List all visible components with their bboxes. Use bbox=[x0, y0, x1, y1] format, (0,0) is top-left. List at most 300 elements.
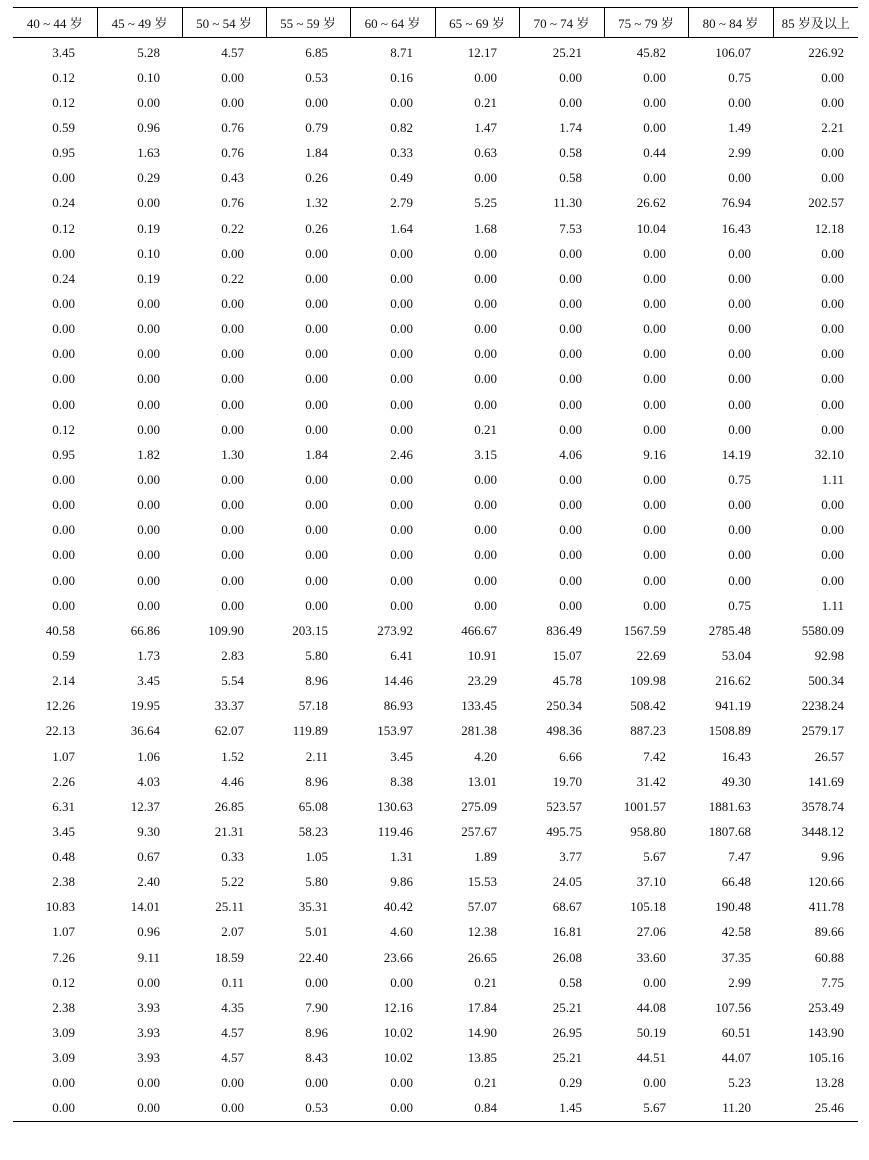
table-cell: 0.00 bbox=[52, 321, 75, 337]
table-cell: 0.00 bbox=[305, 270, 328, 286]
table-row bbox=[13, 1096, 858, 1122]
table-cell: 0.33 bbox=[221, 849, 244, 865]
table-cell: 33.60 bbox=[636, 949, 666, 965]
table-row bbox=[13, 744, 858, 769]
table-cell: 0.21 bbox=[474, 974, 497, 990]
table-cell: 0.00 bbox=[474, 522, 497, 538]
table-cell: 0.00 bbox=[350, 1096, 435, 1122]
table-cell: 887.23 bbox=[630, 723, 666, 739]
table-cell: 1.47 bbox=[474, 119, 497, 135]
table-row bbox=[13, 669, 858, 694]
table-cell: 5.80 bbox=[305, 874, 328, 890]
table-cell: 0.96 bbox=[137, 924, 160, 940]
table-cell: 0.00 bbox=[559, 497, 582, 513]
table-cell: 0.00 bbox=[137, 371, 160, 387]
table-cell: 0.00 bbox=[643, 597, 666, 613]
table-cell: 0.00 bbox=[221, 321, 244, 337]
column-header: 80 ~ 84 岁 bbox=[688, 8, 773, 38]
table-cell: 8.43 bbox=[305, 1050, 328, 1066]
table-cell: 23.66 bbox=[383, 949, 413, 965]
table-cell: 0.00 bbox=[474, 346, 497, 362]
table-cell: 14.01 bbox=[130, 899, 160, 915]
table-cell: 0.76 bbox=[221, 145, 244, 161]
column-header: 65 ~ 69 岁 bbox=[435, 8, 519, 38]
table-cell: 37.10 bbox=[636, 874, 666, 890]
table-cell: 13.28 bbox=[814, 1075, 844, 1091]
table-cell: 27.06 bbox=[636, 924, 666, 940]
table-cell: 3.93 bbox=[137, 1025, 160, 1041]
table-cell: 273.92 bbox=[377, 622, 413, 638]
table-cell: 0.00 bbox=[52, 497, 75, 513]
table-cell: 8.71 bbox=[390, 44, 413, 60]
table-cell: 0.00 bbox=[221, 572, 244, 588]
table-cell: 0.00 bbox=[137, 195, 160, 211]
table-cell: 0.00 bbox=[643, 471, 666, 487]
table-cell: 0.00 bbox=[821, 547, 844, 563]
table-cell: 0.00 bbox=[305, 346, 328, 362]
table-cell: 4.57 bbox=[221, 44, 244, 60]
table-cell: 9.86 bbox=[390, 874, 413, 890]
table-cell: 0.75 bbox=[728, 69, 751, 85]
table-cell: 0.00 bbox=[474, 572, 497, 588]
table-cell: 0.12 bbox=[52, 69, 75, 85]
table-cell: 0.00 bbox=[821, 497, 844, 513]
table-cell: 9.16 bbox=[643, 446, 666, 462]
table-cell: 60.51 bbox=[721, 1025, 751, 1041]
table-cell: 10.83 bbox=[45, 899, 75, 915]
table-cell: 5.54 bbox=[221, 673, 244, 689]
table-cell: 0.00 bbox=[559, 547, 582, 563]
table-cell: 0.00 bbox=[559, 245, 582, 261]
table-cell: 0.00 bbox=[559, 321, 582, 337]
table-cell: 0.00 bbox=[52, 295, 75, 311]
table-cell: 508.42 bbox=[630, 698, 666, 714]
table-cell: 0.10 bbox=[137, 69, 160, 85]
table-cell: 4.57 bbox=[221, 1025, 244, 1041]
table-cell: 1.63 bbox=[137, 145, 160, 161]
table-cell: 1.05 bbox=[305, 849, 328, 865]
table-cell: 0.00 bbox=[390, 974, 413, 990]
table-row bbox=[13, 367, 858, 392]
table-cell: 0.00 bbox=[390, 572, 413, 588]
table-cell: 0.00 bbox=[643, 245, 666, 261]
table-cell: 0.00 bbox=[559, 471, 582, 487]
table-cell: 2.79 bbox=[390, 195, 413, 211]
table-cell: 32.10 bbox=[814, 446, 844, 462]
table-cell: 60.88 bbox=[814, 949, 844, 965]
table-cell: 0.00 bbox=[390, 94, 413, 110]
table-row bbox=[13, 543, 858, 568]
table-cell: 0.10 bbox=[137, 245, 160, 261]
table-cell: 109.90 bbox=[208, 622, 244, 638]
table-cell: 0.00 bbox=[390, 321, 413, 337]
table-cell: 0.24 bbox=[52, 195, 75, 211]
table-cell: 0.53 bbox=[266, 1096, 350, 1122]
table-cell: 0.00 bbox=[728, 421, 751, 437]
table-cell: 12.18 bbox=[814, 220, 844, 236]
table-cell: 0.00 bbox=[559, 270, 582, 286]
table-cell: 0.95 bbox=[52, 446, 75, 462]
table-row bbox=[13, 568, 858, 593]
table-cell: 21.31 bbox=[214, 823, 244, 839]
table-cell: 2.38 bbox=[52, 874, 75, 890]
table-row bbox=[13, 870, 858, 895]
table-cell: 0.00 bbox=[221, 522, 244, 538]
column-header: 40 ~ 44 岁 bbox=[13, 8, 97, 38]
table-cell: 0.00 bbox=[643, 321, 666, 337]
table-cell: 190.48 bbox=[715, 899, 751, 915]
table-cell: 16.43 bbox=[721, 748, 751, 764]
table-cell: 26.65 bbox=[467, 949, 497, 965]
table-cell: 0.00 bbox=[559, 396, 582, 412]
table-cell: 2579.17 bbox=[801, 723, 844, 739]
table-cell: 1.73 bbox=[137, 647, 160, 663]
table-cell: 62.07 bbox=[214, 723, 244, 739]
table-row bbox=[13, 518, 858, 543]
table-cell: 958.80 bbox=[630, 823, 666, 839]
table-cell: 0.00 bbox=[52, 170, 75, 186]
table-cell: 1.74 bbox=[559, 119, 582, 135]
table-cell: 0.00 bbox=[821, 522, 844, 538]
table-cell: 7.47 bbox=[728, 849, 751, 865]
table-cell: 0.00 bbox=[559, 69, 582, 85]
table-cell: 5.01 bbox=[305, 924, 328, 940]
table-cell: 0.00 bbox=[821, 371, 844, 387]
table-cell: 26.95 bbox=[552, 1025, 582, 1041]
table-cell: 0.00 bbox=[137, 421, 160, 437]
table-header bbox=[13, 8, 858, 38]
table-cell: 3448.12 bbox=[801, 823, 844, 839]
table-cell: 0.00 bbox=[643, 170, 666, 186]
table-cell: 0.84 bbox=[435, 1096, 519, 1122]
table-cell: 0.33 bbox=[390, 145, 413, 161]
table-row bbox=[13, 241, 858, 266]
table-cell: 141.69 bbox=[808, 773, 844, 789]
column-header: 45 ~ 49 岁 bbox=[97, 8, 182, 38]
table-cell: 0.00 bbox=[221, 245, 244, 261]
table-cell: 0.00 bbox=[305, 371, 328, 387]
table-row bbox=[13, 38, 858, 66]
table-cell: 0.00 bbox=[643, 69, 666, 85]
table-cell: 107.56 bbox=[715, 999, 751, 1015]
table-cell: 0.00 bbox=[643, 547, 666, 563]
table-cell: 3.09 bbox=[52, 1025, 75, 1041]
table-cell: 0.00 bbox=[221, 1075, 244, 1091]
table-cell: 133.45 bbox=[461, 698, 497, 714]
table-cell: 5.67 bbox=[643, 849, 666, 865]
table-cell: 1881.63 bbox=[708, 798, 751, 814]
table-cell: 0.00 bbox=[305, 572, 328, 588]
table-cell: 0.00 bbox=[821, 270, 844, 286]
table-cell: 0.00 bbox=[137, 1075, 160, 1091]
table-cell: 86.93 bbox=[383, 698, 413, 714]
table-cell: 3.93 bbox=[137, 1050, 160, 1066]
table-cell: 0.00 bbox=[137, 597, 160, 613]
column-header: 70 ~ 74 岁 bbox=[519, 8, 604, 38]
table-cell: 0.00 bbox=[221, 346, 244, 362]
table-cell: 836.49 bbox=[546, 622, 582, 638]
table-row bbox=[13, 467, 858, 492]
table-cell: 0.00 bbox=[137, 974, 160, 990]
table-cell: 9.11 bbox=[137, 949, 160, 965]
table-cell: 0.00 bbox=[97, 1096, 182, 1122]
table-cell: 25.21 bbox=[552, 44, 582, 60]
table-cell: 1.68 bbox=[474, 220, 497, 236]
table-cell: 0.58 bbox=[559, 170, 582, 186]
table-cell: 76.94 bbox=[721, 195, 751, 211]
table-cell: 0.00 bbox=[221, 295, 244, 311]
table-cell: 0.00 bbox=[474, 321, 497, 337]
table-cell: 11.20 bbox=[688, 1096, 773, 1122]
table-cell: 0.00 bbox=[821, 170, 844, 186]
table-cell: 0.00 bbox=[728, 346, 751, 362]
table-cell: 0.00 bbox=[643, 572, 666, 588]
table-cell: 0.00 bbox=[221, 371, 244, 387]
table-cell: 0.00 bbox=[474, 170, 497, 186]
table-cell: 66.48 bbox=[721, 874, 751, 890]
table-row bbox=[13, 493, 858, 518]
table-cell: 16.43 bbox=[721, 220, 751, 236]
table-cell: 0.75 bbox=[728, 471, 751, 487]
table-cell: 0.00 bbox=[137, 471, 160, 487]
table-cell: 0.00 bbox=[821, 295, 844, 311]
table-cell: 4.20 bbox=[474, 748, 497, 764]
table-cell: 0.22 bbox=[221, 270, 244, 286]
table-cell: 0.00 bbox=[559, 421, 582, 437]
table-cell: 0.00 bbox=[474, 371, 497, 387]
table-cell: 0.00 bbox=[643, 346, 666, 362]
table-row bbox=[13, 845, 858, 870]
table-cell: 1.32 bbox=[305, 195, 328, 211]
table-cell: 12.26 bbox=[45, 698, 75, 714]
table-cell: 1.06 bbox=[137, 748, 160, 764]
table-cell: 1.45 bbox=[519, 1096, 604, 1122]
table-cell: 0.00 bbox=[643, 421, 666, 437]
table-cell: 4.60 bbox=[390, 924, 413, 940]
table-cell: 2.99 bbox=[728, 974, 751, 990]
table-cell: 35.31 bbox=[298, 899, 328, 915]
table-cell: 25.21 bbox=[552, 1050, 582, 1066]
table-cell: 0.00 bbox=[821, 346, 844, 362]
table-cell: 7.90 bbox=[305, 999, 328, 1015]
table-cell: 105.18 bbox=[630, 899, 666, 915]
table-cell: 45.82 bbox=[636, 44, 666, 60]
table-cell: 0.00 bbox=[390, 522, 413, 538]
table-cell: 2.46 bbox=[390, 446, 413, 462]
table-cell: 119.89 bbox=[292, 723, 328, 739]
table-cell: 2.99 bbox=[728, 145, 751, 161]
table-cell: 143.90 bbox=[808, 1025, 844, 1041]
table-row bbox=[13, 392, 858, 417]
table-cell: 203.15 bbox=[292, 622, 328, 638]
table-cell: 202.57 bbox=[808, 195, 844, 211]
table-cell: 275.09 bbox=[461, 798, 497, 814]
table-cell: 6.85 bbox=[305, 44, 328, 60]
table-cell: 49.30 bbox=[721, 773, 751, 789]
table-cell: 17.84 bbox=[467, 999, 497, 1015]
table-cell: 0.00 bbox=[559, 597, 582, 613]
table-row bbox=[13, 442, 858, 467]
table-cell: 0.75 bbox=[728, 597, 751, 613]
table-cell: 3.45 bbox=[137, 673, 160, 689]
table-cell: 0.00 bbox=[182, 1096, 266, 1122]
table-cell: 0.00 bbox=[221, 471, 244, 487]
table-cell: 3.45 bbox=[390, 748, 413, 764]
table-cell: 0.00 bbox=[390, 1075, 413, 1091]
table-cell: 6.41 bbox=[390, 647, 413, 663]
table-row bbox=[13, 166, 858, 191]
table-cell: 44.07 bbox=[721, 1050, 751, 1066]
table-cell: 8.38 bbox=[390, 773, 413, 789]
table-cell: 1.84 bbox=[305, 145, 328, 161]
table-cell: 0.00 bbox=[305, 94, 328, 110]
table-cell: 0.26 bbox=[305, 170, 328, 186]
table-cell: 22.40 bbox=[298, 949, 328, 965]
table-cell: 0.12 bbox=[52, 974, 75, 990]
table-cell: 1.31 bbox=[390, 849, 413, 865]
table-row bbox=[13, 317, 858, 342]
table-cell: 19.70 bbox=[552, 773, 582, 789]
table-cell: 1001.57 bbox=[623, 798, 666, 814]
table-cell: 498.36 bbox=[546, 723, 582, 739]
table-cell: 2.83 bbox=[221, 647, 244, 663]
table-row bbox=[13, 794, 858, 819]
table-cell: 5.22 bbox=[221, 874, 244, 890]
table-cell: 5.28 bbox=[137, 44, 160, 60]
table-cell: 0.00 bbox=[559, 572, 582, 588]
table-cell: 1.52 bbox=[221, 748, 244, 764]
table-cell: 18.59 bbox=[214, 949, 244, 965]
table-row bbox=[13, 417, 858, 442]
table-cell: 12.17 bbox=[467, 44, 497, 60]
table-row bbox=[13, 769, 858, 794]
table-cell: 0.00 bbox=[221, 69, 244, 85]
table-cell: 0.11 bbox=[221, 974, 244, 990]
table-cell: 0.00 bbox=[821, 94, 844, 110]
table-cell: 0.00 bbox=[390, 497, 413, 513]
table-cell: 2.38 bbox=[52, 999, 75, 1015]
table-cell: 1.07 bbox=[52, 924, 75, 940]
table-cell: 7.42 bbox=[643, 748, 666, 764]
table-cell: 0.00 bbox=[728, 94, 751, 110]
table-cell: 15.07 bbox=[552, 647, 582, 663]
table-cell: 0.22 bbox=[221, 220, 244, 236]
table-cell: 1.30 bbox=[221, 446, 244, 462]
table-cell: 0.00 bbox=[474, 69, 497, 85]
table-cell: 0.00 bbox=[305, 295, 328, 311]
table-cell: 0.00 bbox=[390, 245, 413, 261]
table-cell: 5.23 bbox=[728, 1075, 751, 1091]
table-cell: 53.04 bbox=[721, 647, 751, 663]
table-cell: 0.48 bbox=[52, 849, 75, 865]
table-cell: 253.49 bbox=[808, 999, 844, 1015]
table-cell: 8.96 bbox=[305, 773, 328, 789]
table-cell: 1.11 bbox=[821, 597, 844, 613]
table-cell: 26.85 bbox=[214, 798, 244, 814]
table-cell: 105.16 bbox=[808, 1050, 844, 1066]
table-cell: 0.82 bbox=[390, 119, 413, 135]
table-cell: 8.96 bbox=[305, 673, 328, 689]
table-cell: 68.67 bbox=[552, 899, 582, 915]
table-row bbox=[13, 65, 858, 90]
table-cell: 0.43 bbox=[221, 170, 244, 186]
table-cell: 109.98 bbox=[630, 673, 666, 689]
table-cell: 0.00 bbox=[474, 270, 497, 286]
table-cell: 500.34 bbox=[808, 673, 844, 689]
table-row bbox=[13, 216, 858, 241]
table-cell: 2.21 bbox=[821, 119, 844, 135]
table-cell: 0.96 bbox=[137, 119, 160, 135]
age-rate-table bbox=[13, 7, 858, 1122]
table-cell: 0.21 bbox=[474, 94, 497, 110]
table-row bbox=[13, 191, 858, 216]
table-row bbox=[13, 895, 858, 920]
table-cell: 1.49 bbox=[728, 119, 751, 135]
table-cell: 0.00 bbox=[728, 396, 751, 412]
table-cell: 89.66 bbox=[814, 924, 844, 940]
table-cell: 0.00 bbox=[390, 471, 413, 487]
table-cell: 14.19 bbox=[721, 446, 751, 462]
column-header: 85 岁及以上 bbox=[773, 8, 858, 38]
table-cell: 1.07 bbox=[52, 748, 75, 764]
table-cell: 3.15 bbox=[474, 446, 497, 462]
table-cell: 0.00 bbox=[305, 396, 328, 412]
table-cell: 50.19 bbox=[636, 1025, 666, 1041]
table-cell: 4.35 bbox=[221, 999, 244, 1015]
table-cell: 3.77 bbox=[559, 849, 582, 865]
table-cell: 0.00 bbox=[643, 270, 666, 286]
table-cell: 0.00 bbox=[52, 471, 75, 487]
table-cell: 495.75 bbox=[546, 823, 582, 839]
table-cell: 9.96 bbox=[821, 849, 844, 865]
table-cell: 0.00 bbox=[474, 547, 497, 563]
table-cell: 0.00 bbox=[52, 245, 75, 261]
table-row bbox=[13, 1046, 858, 1071]
table-cell: 7.75 bbox=[821, 974, 844, 990]
table-cell: 37.35 bbox=[721, 949, 751, 965]
table-cell: 0.00 bbox=[728, 572, 751, 588]
table-cell: 0.00 bbox=[305, 497, 328, 513]
table-cell: 0.16 bbox=[390, 69, 413, 85]
table-cell: 2.14 bbox=[52, 673, 75, 689]
table-row bbox=[13, 643, 858, 668]
table-cell: 0.00 bbox=[305, 1075, 328, 1091]
table-cell: 0.00 bbox=[390, 270, 413, 286]
table-row bbox=[13, 90, 858, 115]
table-row bbox=[13, 291, 858, 316]
table-cell: 0.21 bbox=[474, 421, 497, 437]
table-cell: 0.00 bbox=[221, 396, 244, 412]
table-cell: 7.53 bbox=[559, 220, 582, 236]
table-cell: 22.69 bbox=[636, 647, 666, 663]
table-cell: 57.07 bbox=[467, 899, 497, 915]
table-cell: 25.11 bbox=[215, 899, 244, 915]
table-cell: 0.00 bbox=[52, 346, 75, 362]
table-cell: 0.00 bbox=[821, 321, 844, 337]
table-row bbox=[13, 141, 858, 166]
table-cell: 40.58 bbox=[45, 622, 75, 638]
table-cell: 26.08 bbox=[552, 949, 582, 965]
table-cell: 0.00 bbox=[821, 145, 844, 161]
table-cell: 66.86 bbox=[130, 622, 160, 638]
table-cell: 0.00 bbox=[728, 321, 751, 337]
table-cell: 13.01 bbox=[467, 773, 497, 789]
table-cell: 0.00 bbox=[221, 497, 244, 513]
table-cell: 33.37 bbox=[214, 698, 244, 714]
column-header: 60 ~ 64 岁 bbox=[350, 8, 435, 38]
table-cell: 42.58 bbox=[721, 924, 751, 940]
table-cell: 0.00 bbox=[643, 974, 666, 990]
